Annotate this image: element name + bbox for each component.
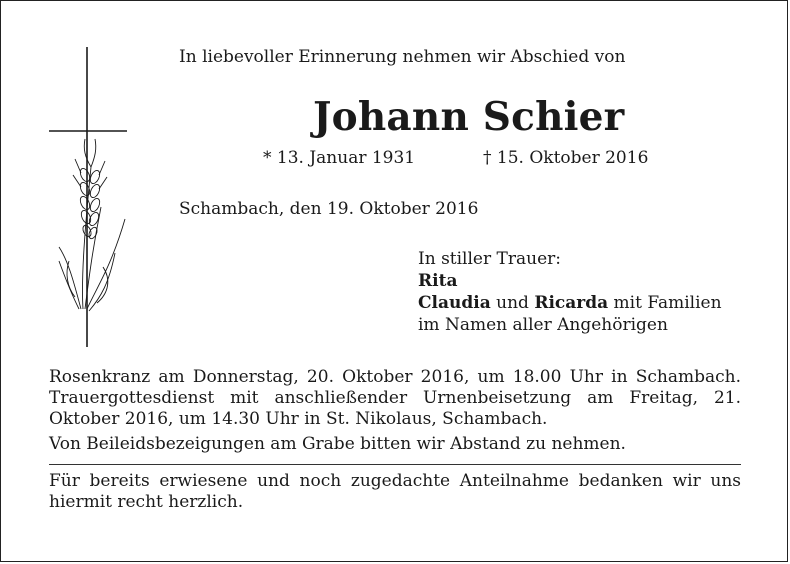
mourner-line-1: [418, 270, 722, 292]
mourner-suffix: mit Familien: [608, 293, 722, 313]
thanks-text: Für bereits erwiesene und noch zugedachte Anteilnahme bedanken wir uns hiermit recht herzlich.: [49, 471, 741, 512]
service-info: [49, 367, 741, 455]
birth-date: * 13. Januar 1931: [263, 148, 416, 168]
death-date: † 15. Oktober 2016: [483, 148, 649, 168]
mourner-name-rita: Rita: [418, 271, 458, 291]
mourner-name-ricarda: Ricarda: [534, 293, 609, 313]
mourners-heading: In stiller Trauer:: [418, 249, 561, 269]
service-text: Rosenkranz am Donnerstag, 20. Oktober 2016, um 18.00 Uhr in Schambach. Trauergottesdienst mit anschließender Urnenbeisetzung am Freitag, 21. Oktober 2016, um 14.30 Uhr in St. Nikolaus, Schambach.: [49, 367, 741, 429]
thanks-block: [49, 471, 741, 513]
intro-text: In liebevoller Erinnerung nehmen wir Abschied von: [179, 47, 626, 67]
cross-wheat-icon: [45, 47, 135, 347]
deceased-name: Johann Schier: [313, 94, 625, 140]
mourner-line-3: im Namen aller Angehörigen: [418, 315, 668, 335]
mourner-name-claudia: Claudia: [418, 293, 491, 313]
mourners-block: [418, 248, 722, 336]
life-dates: [263, 147, 649, 169]
mourner-line-2: [418, 292, 722, 314]
place-date: Schambach, den 19. Oktober 2016: [179, 199, 479, 219]
mourner-connector: und: [490, 293, 535, 313]
divider: [49, 464, 741, 465]
condolence-text: Von Beileidsbezeigungen am Grabe bitten wir Abstand zu nehmen.: [49, 434, 626, 454]
